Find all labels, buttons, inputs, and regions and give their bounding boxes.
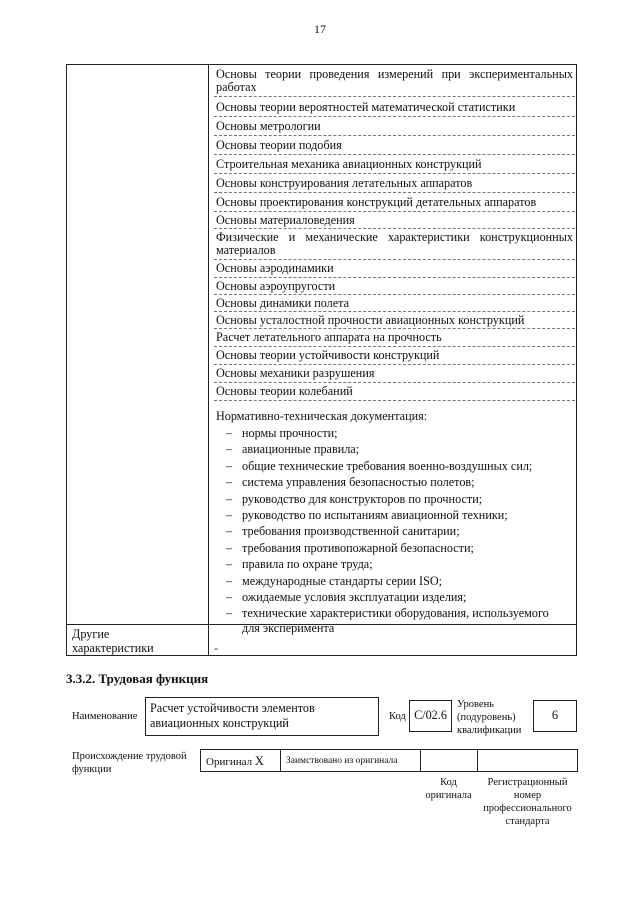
registration-number-caption: Регистрационный номер профессионального стандарта [483, 777, 572, 827]
item-separator [214, 400, 575, 401]
other-characteristics-label: Другие характеристики [72, 627, 154, 655]
knowledge-item: Основы проектирования конструкций детательных аппаратов [216, 195, 537, 209]
item-separator [214, 259, 575, 260]
code-value: С/02.6 [414, 708, 447, 722]
list-item: – общие технические требования военно-воздушных сил; [222, 458, 572, 474]
original-code-caption: Код оригинала [425, 777, 472, 801]
item-separator [214, 135, 575, 136]
knowledge-item: Основы теории колебаний [216, 384, 353, 398]
item-separator [214, 328, 575, 329]
page-number: 17 [314, 22, 326, 36]
item-separator [214, 116, 575, 117]
list-item: – ожидаемые условия эксплуатации изделия; [222, 589, 572, 605]
borrowed-option: Заимствовано из оригинала [286, 756, 398, 766]
section-title: 3.3.2. Трудовая функция [66, 671, 209, 686]
item-separator [214, 228, 575, 229]
level-value: 6 [551, 708, 559, 722]
list-item: – авиационные правила; [222, 441, 572, 457]
normative-list [222, 425, 572, 635]
item-separator [214, 294, 575, 295]
item-separator [214, 364, 575, 365]
knowledge-item: Основы теории вероятностей математической статистики [216, 100, 516, 114]
item-separator [214, 173, 575, 174]
knowledge-item: Основы теории устойчивости конструкций [216, 348, 440, 362]
list-item: – нормы прочности; [222, 425, 572, 441]
other-characteristics-value: - [214, 641, 218, 655]
origin-divider [477, 749, 478, 772]
original-mark: X [254, 754, 264, 768]
list-item: – руководство для конструкторов по прочности; [222, 491, 572, 507]
item-separator [214, 277, 575, 278]
knowledge-item: Основы материаловедения [216, 213, 355, 227]
list-item: – международные стандарты серии ISO; [222, 573, 572, 589]
original-option: Оригинал X [206, 754, 264, 768]
item-separator [214, 211, 575, 212]
list-item: – руководство по испытаниям авиационной техники; [222, 507, 572, 523]
list-item-continuation: для эксперимента [242, 620, 335, 635]
origin-divider [420, 749, 421, 772]
item-separator [214, 96, 575, 97]
table-column-divider [208, 64, 209, 656]
knowledge-item: Основы механики разрушения [216, 366, 375, 380]
list-item: – требования противопожарной безопасности; [222, 540, 572, 556]
list-item: – требования производственной санитарии; [222, 523, 572, 539]
knowledge-item: Основы теории подобия [216, 138, 342, 152]
knowledge-item: Основы аэродинамики [216, 261, 334, 275]
item-separator [214, 192, 575, 193]
code-label: Код [389, 711, 406, 722]
knowledge-item: Основы конструирования летательных аппаратов [216, 176, 473, 190]
origin-divider [280, 749, 281, 772]
function-name: Расчет устойчивости элементов авиационных конструкций [150, 701, 315, 730]
item-separator [214, 311, 575, 312]
knowledge-item: Основы аэроупругости [216, 279, 336, 293]
knowledge-item: Физические и механические характеристики конструкционных материалов [216, 230, 573, 257]
knowledge-item: Основы усталостной прочности авиационных конструкций [216, 313, 525, 327]
name-label: Наименование [72, 711, 138, 722]
item-separator [214, 154, 575, 155]
knowledge-item: Расчет летательного аппарата на прочность [216, 330, 442, 344]
list-item: – правила по охране труда; [222, 556, 572, 572]
normative-heading: Нормативно-техническая документация: [216, 409, 428, 423]
knowledge-item: Основы метрологии [216, 119, 321, 133]
list-item: – система управления безопасностью полетов; [222, 474, 572, 490]
origin-label: Происхождение трудовой функции [72, 751, 187, 775]
list-item: – технические характеристики оборудования, используемого [222, 605, 572, 621]
item-separator [214, 346, 575, 347]
item-separator [214, 382, 575, 383]
knowledge-item: Строительная механика авиационных конструкций [216, 157, 482, 171]
knowledge-item: Основы динамики полета [216, 296, 350, 310]
qualification-level-label: Уровень (подуровень) квалификации [457, 699, 522, 736]
knowledge-item: Основы теории проведения измерений при экспериментальных работах [216, 67, 573, 94]
